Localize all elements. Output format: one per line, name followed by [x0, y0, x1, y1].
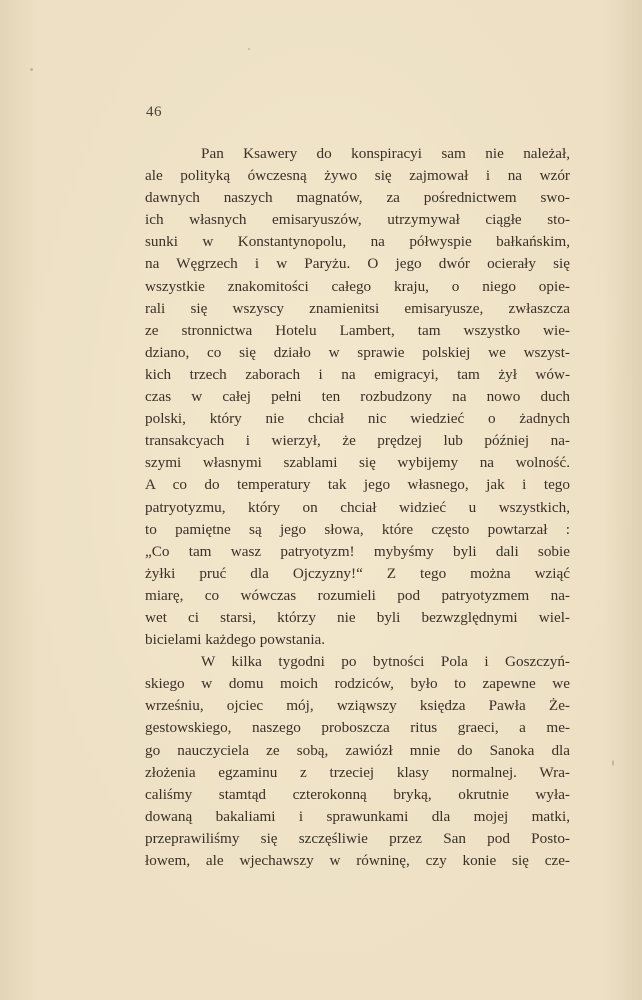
text-line: żyłki pruć dla Ojczyzny!“ Z tego można wziąć [145, 564, 570, 582]
text-line: bicielami każdego powstania. [145, 631, 326, 649]
text-line: sunki w Konstantynopolu, na półwyspie bałkańskim, [145, 233, 570, 251]
text-line: dziano, co się działo w sprawie polskiej we wszyst- [145, 343, 570, 361]
text-line: A co do temperatury tak jego własnego, jak i tego [145, 476, 570, 494]
text-line: dowaną bakaliami i sprawunkami dla mojej matki, [145, 807, 570, 825]
text-line: gestowskiego, naszego proboszcza ritus graeci, a me- [145, 719, 570, 737]
text-line: wszystkie znakomitości całego kraju, o niego opie- [145, 277, 570, 295]
text-line: transakcyach i wierzył, że prędzej lub później na- [145, 432, 570, 450]
text-line: szymi własnymi szablami się wybijemy na wolność. [145, 454, 570, 472]
text-line: rali się wszyscy znamienitsi emisaryusze, zwłaszcza [145, 299, 570, 317]
paragraph-1 [145, 143, 570, 651]
text-line: czas w całej pełni ten rozbudzony na nowo duch [145, 388, 570, 406]
text-line: W kilka tygodni po bytności Pola i Goszczyń- [201, 653, 570, 671]
text-line: caliśmy stamtąd czterokonną bryką, okrutnie wyła- [145, 785, 570, 803]
text-line: łowem, ale wjechawszy w równinę, czy konie się cze- [145, 852, 570, 869]
text-line: ale polityką ówczesną żywo się zajmował i na wzór [145, 167, 570, 185]
text-line: „Co tam wasz patryotyzm! mybyśmy byli dali sobie [145, 542, 570, 560]
text-line: Pan Ksawery do konspiracyi sam nie należał, [201, 145, 570, 162]
text-line: wrześniu, ojciec mój, wziąwszy księdza Pawła Że- [145, 697, 570, 715]
text-line: skiego w domu moich rodziców, było to zapewne we [145, 675, 570, 693]
paper-speck [612, 760, 614, 766]
text-line: miarę, co wówczas rozumieli pod patryotyzmem na- [145, 586, 570, 604]
text-line: kich trzech zaborach i na emigracyi, tam żył wów- [145, 365, 570, 383]
text-line: wet ci starsi, którzy nie byli bezwzględnymi wiel- [145, 608, 570, 626]
text-line: to pamiętne są jego słowa, które często powtarzał : [145, 520, 570, 538]
body-text [145, 143, 570, 872]
page-number: 46 [146, 104, 162, 120]
text-line: polski, który nie chciał nic wiedzieć o żadnych [145, 410, 570, 428]
text-line: patryotyzmu, który on chciał widzieć u wszystkich, [145, 498, 570, 516]
text-line: na Węgrzech i w Paryżu. O jego dwór ocierały się [145, 255, 570, 273]
paragraph-2 [145, 651, 570, 872]
text-line: przeprawiliśmy się szczęśliwie przez San pod Posto- [145, 829, 570, 847]
paper-speck [248, 48, 250, 50]
paper-speck [30, 68, 33, 71]
text-line: ich własnych emisaryuszów, utrzymywał ciągłe sto- [145, 211, 570, 229]
text-line: ze stronnictwa Hotelu Lambert, tam wszystko wie- [145, 321, 570, 339]
text-line: go nauczyciela ze sobą, zawiózł mnie do Sanoka dla [145, 741, 570, 759]
text-line: dawnych naszych magnatów, za pośrednictwem swo- [145, 189, 570, 207]
text-line: złożenia egzaminu z trzeciej klasy normalnej. Wra- [145, 763, 570, 781]
